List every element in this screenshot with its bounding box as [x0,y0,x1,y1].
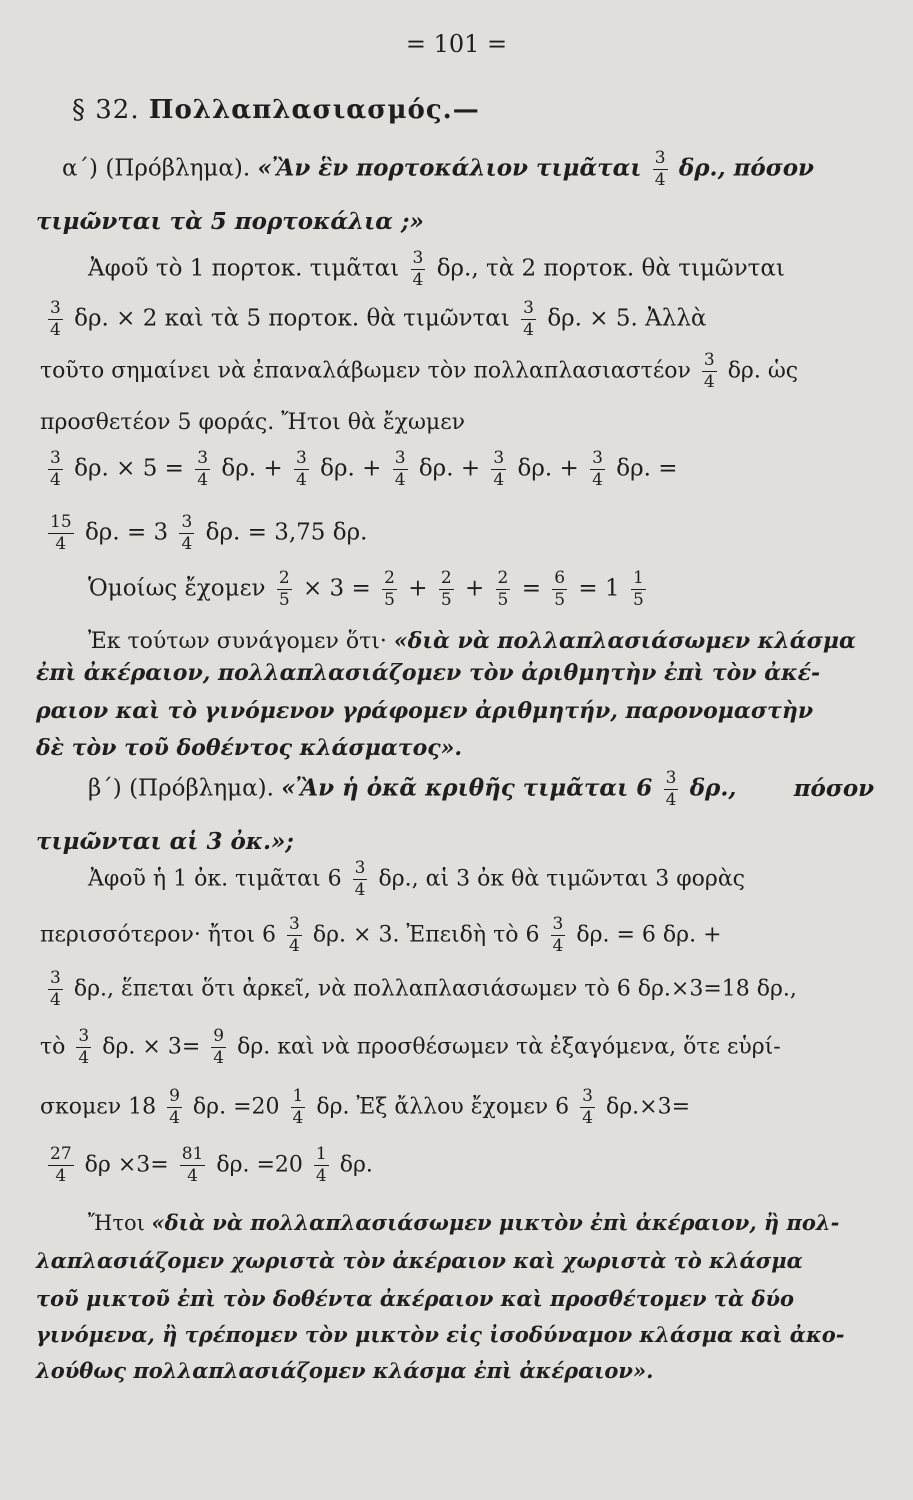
denominator: 4 [50,320,61,340]
fraction [291,1088,306,1127]
rule-2-line-3: τοῦ μικτοῦ ἐπὶ τὸν δοθέντα ἀκέραιον καὶ προσθέτομεν τὰ δύο [36,1286,795,1311]
rule-2-line-5: λούθως πολλαπλασιάζομεν κλάσμα ἐπὶ ἀκέραιον». [36,1358,654,1383]
denominator: 5 [384,590,395,610]
text: δρ. καὶ νὰ προσθέσωμεν τὰ ἐξαγόμενα, ὅτε εὑρί- [237,1034,781,1060]
text: δρ. × 2 καὶ τὰ 5 πορτοκ. θὰ τιμῶνται [74,305,510,332]
text: δρ. = 3,75 δρ. [205,519,368,546]
numerator: 3 [289,914,300,934]
text: δρ., πόσον [678,154,815,182]
text: δρ. =20 [216,1152,303,1178]
numerator: 3 [197,448,209,468]
fraction [48,514,74,553]
problem-b-label: β΄) (Πρόβλημα). [88,775,274,802]
numerator: 2 [497,568,509,588]
equation-a-1 [44,450,678,489]
solution-a-line-3 [40,352,798,391]
text: δρ. × 3= [102,1034,201,1060]
text: δρ ×3= [84,1152,169,1178]
numerator: 9 [213,1026,225,1046]
denominator: 5 [554,590,566,610]
numerator: 3 [412,248,424,268]
rule-2-line-2: λαπλασιάζομεν χωριστὰ τὸν ἀκέραιον καὶ χωριστὰ τὸ κλάσμα [36,1248,803,1273]
denominator: 4 [55,1166,67,1186]
solution-b-line-3 [44,970,797,1009]
fraction [48,970,63,1009]
text: δρ. Ἐξ ἄλλου ἔχομεν 6 [316,1094,570,1120]
numerator: 27 [50,1144,72,1164]
denominator: 5 [278,590,290,610]
denominator: 5 [497,590,509,610]
numerator: 2 [440,568,452,588]
equation-similar [88,570,650,609]
text: × 3 = [302,575,371,602]
text: δρ., ἕπεται ὅτι ἀρκεῖ, νὰ πολλαπλασιάσωμεν τὸ 6 δρ.×3=18 δρ., [73,976,797,1002]
rule-1-line-2: ἐπὶ ἀκέραιον, πολλαπλασιάζομεν τὸν ἀριθμητὴν ἐπὶ τὸν ἀκέ- [36,660,821,686]
numerator: 3 [354,858,366,878]
denominator: 5 [440,590,452,610]
text: δρ. + [221,455,283,482]
denominator: 4 [78,1048,90,1068]
section-title: Πολλαπλασιασμός.— [148,95,480,125]
fraction [48,450,63,489]
solution-b-line-6 [44,1146,373,1185]
text: δρ. = [616,455,678,482]
denominator: 4 [187,1166,198,1186]
text: «διὰ νὰ πολλαπλασιάσωμεν κλάσμα [393,628,856,654]
numerator: 3 [654,148,666,168]
fraction [287,916,302,955]
fraction [521,300,536,339]
denominator: 4 [315,1166,327,1186]
text: δρ. =20 [192,1094,280,1120]
text: Ἐκ τούτων συνάγομεν ὅτι· [88,629,387,654]
fraction [439,570,454,609]
solution-b-line-5 [40,1088,690,1127]
text: «διὰ νὰ πολλαπλασιάσωμεν μικτὸν ἐπὶ ἀκέραιον, ἢ πολ- [151,1210,840,1235]
numerator: 2 [384,568,395,588]
text: = 1 [578,575,620,602]
text: δρ., [689,774,737,802]
text: περισσότερον· ἤτοι 6 [40,922,277,948]
fraction [491,450,506,489]
problem-b-line-1 [88,770,874,809]
fraction [180,1146,206,1185]
fraction [496,570,511,609]
denominator: 4 [582,1108,593,1128]
numerator: 1 [292,1086,304,1106]
problem-a-label: α΄) (Πρόβλημα). [62,155,251,182]
solution-a-line-4: προσθετέον 5 φοράς. Ἤτοι θὰ ἔχωμεν [40,410,465,435]
text: τοῦτο σημαίνει νὰ ἐπαναλάβωμεν τὸν πολλαπλασιαστέον [40,358,691,384]
fraction [702,352,717,391]
problem-a-line-1 [62,150,814,189]
numerator: 15 [50,512,72,532]
numerator: 9 [169,1086,180,1106]
text: δρ., τὰ 2 πορτοκ. θὰ τιμῶνται [436,255,785,282]
solution-b-line-4 [40,1028,781,1067]
text: δρ., αἱ 3 ὀκ θὰ τιμῶνται 3 φορὰς [378,866,745,892]
numerator: 3 [50,448,61,468]
section-heading [72,95,480,125]
fraction [552,570,567,609]
text: πόσον [793,774,875,802]
numerator: 3 [50,298,61,318]
rule-2-line-1 [88,1210,839,1235]
text: δρ.×3= [606,1094,691,1120]
numerator: 3 [592,448,603,468]
text: δρ. [339,1152,373,1178]
solution-a-line-2 [44,300,706,339]
denominator: 4 [592,470,603,490]
text: Ἀφοῦ τὸ 1 πορτοκ. τιμᾶται [88,255,400,282]
fraction [48,1146,74,1185]
numerator: 2 [278,568,290,588]
fraction [277,570,292,609]
fraction [48,300,63,339]
text: Ἀφοῦ ἡ 1 ὀκ. τιμᾶται 6 [88,866,342,892]
solution-b-line-2 [40,916,722,955]
fraction [411,250,426,289]
solution-a-line-1 [88,250,785,289]
fraction [195,450,210,489]
text: «Ἂν ἡ ὀκᾶ κριθῆς τιμᾶται 6 [281,774,653,802]
text: τὸ [40,1034,66,1060]
section-number: § 32. [72,95,140,125]
denominator: 4 [169,1108,180,1128]
fraction [314,1146,329,1185]
text: δρ. ὡς [727,358,799,384]
fraction [580,1088,595,1127]
text: δρ. × 3. Ἐπειδὴ τὸ 6 [312,922,540,948]
problem-b-line-2: τιμῶνται αἱ 3 ὀκ.»; [36,828,294,855]
equation-a-2 [44,514,367,553]
numerator: 3 [78,1026,90,1046]
rule-1-line-4: δὲ τὸν τοῦ δοθέντος κλάσματος». [36,735,463,761]
page-number: = 101 = [405,30,508,58]
denominator: 4 [197,470,209,490]
problem-a-line-2: τιμῶνται τὰ 5 πορτοκάλια ;» [36,208,424,235]
denominator: 4 [552,936,564,956]
numerator: 1 [315,1144,327,1164]
text: δρ. + [517,455,579,482]
text: Ἤτοι [88,1211,145,1235]
denominator: 4 [295,470,307,490]
denominator: 4 [665,790,677,810]
denominator: 4 [292,1108,304,1128]
text: σκομεν 18 [40,1094,157,1120]
numerator: 3 [703,350,715,370]
text: δρ. + [418,455,481,482]
fraction [76,1028,91,1067]
denominator: 4 [50,470,61,490]
fraction [631,570,646,609]
solution-b-line-1 [88,860,745,899]
numerator: 3 [50,968,61,988]
numerator: 1 [632,568,644,588]
fraction [393,450,408,489]
numerator: 3 [523,298,534,318]
denominator: 4 [50,990,61,1010]
numerator: 3 [181,512,193,532]
numerator: 3 [295,448,307,468]
text: δρ. × 5. Ἀλλὰ [547,305,707,332]
fraction [664,770,679,809]
text: Ὁμοίως ἔχομεν [88,575,266,602]
denominator: 4 [213,1048,225,1068]
numerator: 3 [665,768,677,788]
denominator: 4 [394,470,406,490]
fraction [653,150,668,189]
denominator: 4 [703,372,715,392]
denominator: 4 [493,470,505,490]
fraction [353,860,368,899]
rule-2-line-4: γινόμενα, ἢ τρέπομεν τὸν μικτὸν εἰς ἰσοδύναμον κλάσμα καὶ ἀκο- [36,1322,845,1347]
text: δρ. + [320,455,382,482]
fraction [382,570,397,609]
text: δρ. × 5 = [74,455,184,482]
text: δρ. = 6 δρ. + [576,922,722,948]
text: = [521,575,541,602]
denominator: 4 [412,270,424,290]
denominator: 4 [289,936,300,956]
fraction [167,1088,182,1127]
denominator: 4 [654,170,666,190]
fraction [179,514,194,553]
numerator: 3 [493,448,505,468]
rule-1-line-1 [88,628,856,654]
numerator: 3 [394,448,406,468]
problem-a-question: «Ἂν ἓν πορτοκάλιον τιμᾶται [257,154,642,182]
denominator: 4 [181,534,193,554]
denominator: 5 [632,590,644,610]
rule-1-line-3: ραιον καὶ τὸ γινόμενον γράφομεν ἀριθμητήν, παρονομαστὴν [36,698,814,724]
denominator: 4 [55,534,67,554]
text: + [464,575,485,602]
fraction [211,1028,226,1067]
fraction [551,916,566,955]
numerator: 3 [582,1086,593,1106]
fraction [294,450,309,489]
numerator: 81 [181,1144,204,1164]
denominator: 4 [354,880,366,900]
text: δρ. = 3 [84,519,169,546]
numerator: 3 [552,914,564,934]
text: + [408,575,428,602]
numerator: 6 [554,568,566,588]
denominator: 4 [523,320,534,340]
fraction [590,450,605,489]
